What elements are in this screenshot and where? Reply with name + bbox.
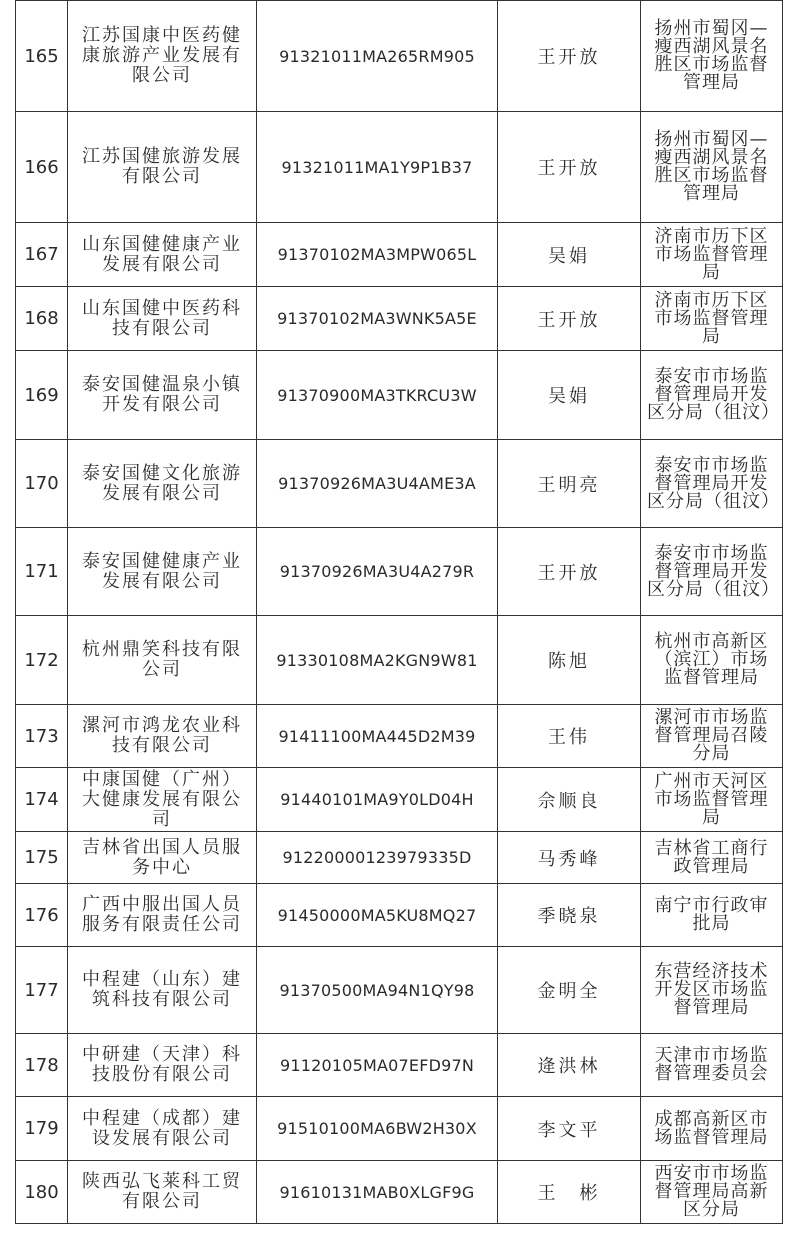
table-row — [16, 832, 783, 884]
legal-representative: 王开放 — [498, 112, 641, 223]
registration-authority: 扬州市蜀冈—瘦西湖风景名胜区市场监督管理局 — [641, 1, 783, 112]
credit-code: 91411100MA445D2M39 — [257, 705, 498, 768]
registration-authority: 泰安市市场监督管理局开发区分局（徂汶） — [641, 528, 783, 616]
row-number: 170 — [16, 440, 68, 528]
table-row — [16, 705, 783, 768]
legal-representative: 王 彬 — [498, 1161, 641, 1224]
credit-code: 91370926MA3U4AME3A — [257, 440, 498, 528]
registration-authority: 东营经济技术开发区市场监督管理局 — [641, 947, 783, 1034]
row-number: 173 — [16, 705, 68, 768]
company-name: 江苏国健旅游发展有限公司 — [68, 112, 257, 223]
row-number: 174 — [16, 768, 68, 832]
registration-table — [15, 0, 783, 1224]
registration-authority: 吉林省工商行政管理局 — [641, 832, 783, 884]
row-number: 177 — [16, 947, 68, 1034]
legal-representative: 吴娟 — [498, 351, 641, 440]
registration-authority: 漯河市市场监督管理局召陵分局 — [641, 705, 783, 768]
credit-code: 91610131MAB0XLGF9G — [257, 1161, 498, 1224]
table-row — [16, 112, 783, 223]
credit-code: 91120105MA07EFD97N — [257, 1034, 498, 1097]
registration-authority: 杭州市高新区（滨江）市场监督管理局 — [641, 616, 783, 705]
row-number: 179 — [16, 1097, 68, 1161]
registration-authority: 扬州市蜀冈—瘦西湖风景名胜区市场监督管理局 — [641, 112, 783, 223]
credit-code: 91440101MA9Y0LD04H — [257, 768, 498, 832]
credit-code: 91220000123979335D — [257, 832, 498, 884]
registration-authority: 西安市市场监督管理局高新区分局 — [641, 1161, 783, 1224]
row-number: 169 — [16, 351, 68, 440]
legal-representative: 王明亮 — [498, 440, 641, 528]
registration-authority: 泰安市市场监督管理局开发区分局（徂汶） — [641, 351, 783, 440]
row-number: 180 — [16, 1161, 68, 1224]
legal-representative: 季晓泉 — [498, 884, 641, 947]
row-number: 178 — [16, 1034, 68, 1097]
company-name: 江苏国康中医药健康旅游产业发展有限公司 — [68, 1, 257, 112]
company-name: 泰安国健温泉小镇开发有限公司 — [68, 351, 257, 440]
company-name: 中程建（山东）建筑科技有限公司 — [68, 947, 257, 1034]
credit-code: 91321011MA265RM905 — [257, 1, 498, 112]
company-name: 山东国健中医药科技有限公司 — [68, 287, 257, 351]
company-name: 吉林省出国人员服务中心 — [68, 832, 257, 884]
row-number: 166 — [16, 112, 68, 223]
table-row — [16, 351, 783, 440]
legal-representative: 陈旭 — [498, 616, 641, 705]
row-number: 175 — [16, 832, 68, 884]
legal-representative: 李文平 — [498, 1097, 641, 1161]
company-name: 中康国健（广州）大健康发展有限公司 — [68, 768, 257, 832]
table-row — [16, 947, 783, 1034]
row-number: 167 — [16, 223, 68, 287]
table-row — [16, 440, 783, 528]
credit-code: 91330108MA2KGN9W81 — [257, 616, 498, 705]
row-number: 176 — [16, 884, 68, 947]
company-name: 山东国健健康产业发展有限公司 — [68, 223, 257, 287]
table-row — [16, 1161, 783, 1224]
registration-authority: 济南市历下区市场监督管理局 — [641, 223, 783, 287]
table-row — [16, 616, 783, 705]
registration-authority: 成都高新区市场监督管理局 — [641, 1097, 783, 1161]
table-row — [16, 768, 783, 832]
table-row — [16, 1097, 783, 1161]
registration-authority: 天津市市场监督管理委员会 — [641, 1034, 783, 1097]
credit-code: 91370102MA3MPW065L — [257, 223, 498, 287]
row-number: 165 — [16, 1, 68, 112]
company-name: 漯河市鸿龙农业科技有限公司 — [68, 705, 257, 768]
registration-authority: 广州市天河区市场监督管理局 — [641, 768, 783, 832]
credit-code: 91370102MA3WNK5A5E — [257, 287, 498, 351]
company-name: 广西中服出国人员服务有限责任公司 — [68, 884, 257, 947]
table-row — [16, 1034, 783, 1097]
legal-representative: 逄洪林 — [498, 1034, 641, 1097]
table-row — [16, 223, 783, 287]
company-name: 中程建（成都）建设发展有限公司 — [68, 1097, 257, 1161]
row-number: 172 — [16, 616, 68, 705]
credit-code: 91370926MA3U4A279R — [257, 528, 498, 616]
row-number: 168 — [16, 287, 68, 351]
credit-code: 91370900MA3TKRCU3W — [257, 351, 498, 440]
legal-representative: 王开放 — [498, 1, 641, 112]
registration-authority: 南宁市行政审批局 — [641, 884, 783, 947]
credit-code: 91510100MA6BW2H30X — [257, 1097, 498, 1161]
company-name: 陕西弘飞莱科工贸有限公司 — [68, 1161, 257, 1224]
company-name: 杭州鼎笑科技有限公司 — [68, 616, 257, 705]
legal-representative: 金明全 — [498, 947, 641, 1034]
registration-authority: 泰安市市场监督管理局开发区分局（徂汶） — [641, 440, 783, 528]
legal-representative: 王开放 — [498, 528, 641, 616]
registration-authority: 济南市历下区市场监督管理局 — [641, 287, 783, 351]
table-row — [16, 1, 783, 112]
table-row — [16, 287, 783, 351]
legal-representative: 王开放 — [498, 287, 641, 351]
table-row — [16, 528, 783, 616]
row-number: 171 — [16, 528, 68, 616]
company-name: 泰安国健健康产业发展有限公司 — [68, 528, 257, 616]
company-name: 中研建（天津）科技股份有限公司 — [68, 1034, 257, 1097]
credit-code: 91321011MA1Y9P1B37 — [257, 112, 498, 223]
legal-representative: 吴娟 — [498, 223, 641, 287]
legal-representative: 马秀峰 — [498, 832, 641, 884]
credit-code: 91450000MA5KU8MQ27 — [257, 884, 498, 947]
company-name: 泰安国健文化旅游发展有限公司 — [68, 440, 257, 528]
legal-representative: 佘顺良 — [498, 768, 641, 832]
legal-representative: 王伟 — [498, 705, 641, 768]
credit-code: 91370500MA94N1QY98 — [257, 947, 498, 1034]
table-row — [16, 884, 783, 947]
